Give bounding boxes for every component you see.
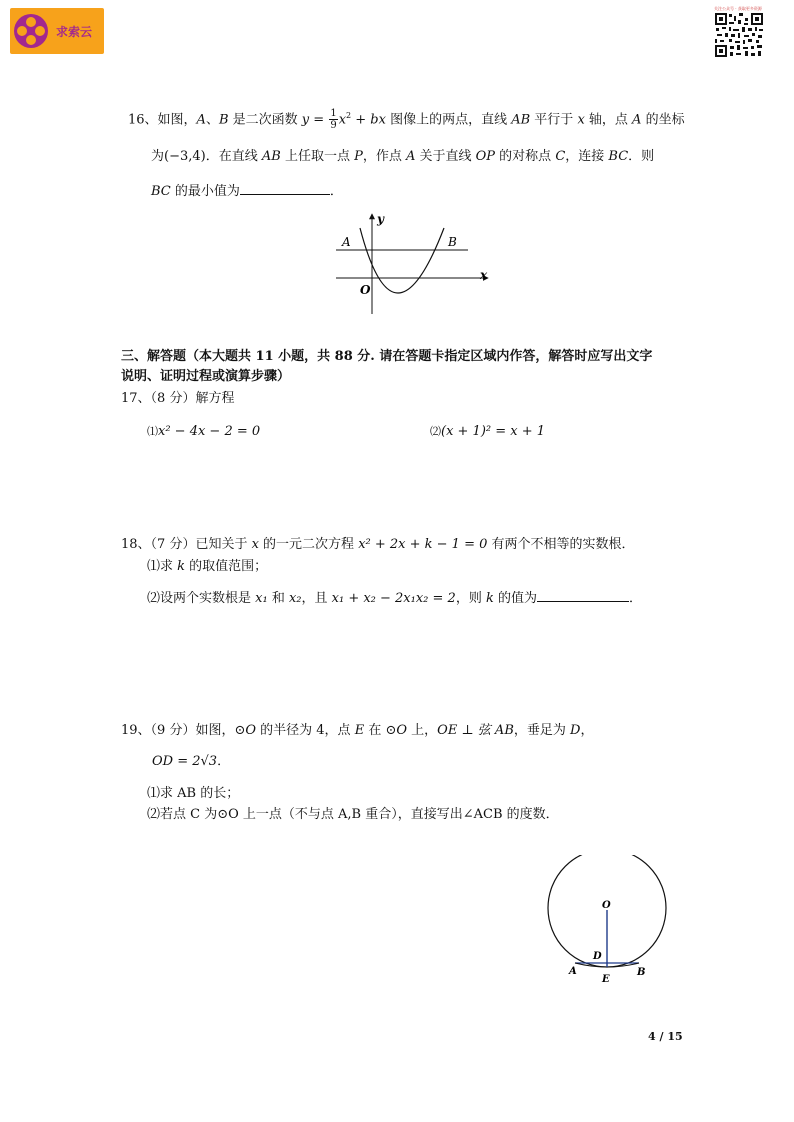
text: ．则 <box>628 149 655 164</box>
q17-part-2 <box>430 422 545 442</box>
perpendicular-statement: OE ⊥ 弦 AB <box>437 723 514 738</box>
var: E <box>354 723 365 738</box>
circle-o: ⊙O <box>234 723 257 738</box>
text: ，垂足为 <box>513 723 571 738</box>
fraction <box>329 108 337 131</box>
text: 在 <box>364 723 386 738</box>
text: 的坐标 <box>641 112 685 128</box>
circle-o: ⊙O <box>385 723 408 738</box>
text: ， <box>580 723 594 738</box>
equation: x² − 4x − 2 = 0 <box>158 424 261 439</box>
text: ，连接 <box>565 149 609 164</box>
label-o: O <box>360 283 371 297</box>
q16-line-1 <box>128 106 685 131</box>
logo <box>10 8 104 54</box>
equation: (x + 1)² = x + 1 <box>441 424 546 439</box>
text: ，且 <box>301 591 332 606</box>
q16-line-2 <box>151 147 654 167</box>
text: 的一元二次方程 <box>258 537 359 552</box>
text: 、 <box>205 112 219 128</box>
part-label: ⑴ <box>147 425 158 438</box>
text: ，则 <box>455 591 486 606</box>
text: 上， <box>407 723 438 738</box>
text: 16、如图， <box>128 112 197 128</box>
label-d: D <box>593 951 602 962</box>
var: AB <box>511 112 531 128</box>
text: 的最小值为 <box>170 184 240 199</box>
text: ⑴求 <box>147 559 178 574</box>
q18-part-2 <box>147 587 642 609</box>
var: x₂ <box>288 591 302 606</box>
label-o: O <box>602 900 611 911</box>
text: 轴，点 <box>584 112 633 128</box>
var: k <box>177 559 186 574</box>
q19-line-2 <box>152 752 230 772</box>
text: 19、（9 分）如图， <box>121 723 235 738</box>
text: 上任取一点 <box>280 149 355 164</box>
q16-parabola-graph <box>330 210 495 320</box>
q19-part-1: ⑴求 AB 的长； <box>147 786 240 801</box>
label-b: B <box>448 235 457 249</box>
text: ，作点 <box>362 149 406 164</box>
label-a: A <box>569 966 577 977</box>
var: BC <box>608 149 629 164</box>
formula-plus: + <box>351 112 371 128</box>
text: 的半径为 4，点 <box>256 723 355 738</box>
q18-part-1 <box>147 557 267 577</box>
part-label: ⑵ <box>430 425 441 438</box>
label-y: y <box>377 212 384 226</box>
var: A <box>196 112 206 128</box>
text: 关于直线 <box>415 149 476 164</box>
formula-y: y <box>301 112 310 128</box>
page-number: 4 / 15 <box>648 1030 683 1043</box>
var: x <box>251 537 259 552</box>
qr-code-icon <box>714 12 764 58</box>
label-x: x <box>480 268 488 282</box>
var: A <box>632 112 642 128</box>
formula-eq: = <box>309 112 329 128</box>
var: OP <box>475 149 496 164</box>
text: ． <box>629 591 643 606</box>
answer-blank <box>240 180 330 195</box>
text: 的值为 <box>493 591 537 606</box>
text: 图像上的两点，直线 <box>385 112 512 128</box>
section-3-heading-line-1: 三、解答题（本大题共 11 小题，共 88 分. 请在答题卡指定区域内作答，解答时应写出文字 <box>121 349 653 364</box>
var: x₁ <box>255 591 268 606</box>
fraction-denominator: 9 <box>330 120 337 132</box>
text: ． <box>329 184 343 199</box>
text: 平行于 <box>530 112 578 128</box>
label-b: B <box>637 967 646 978</box>
text: 和 <box>267 591 289 606</box>
var: P <box>354 149 363 164</box>
q17-title: 17、（8 分）解方程 <box>121 391 235 406</box>
text: 有两个不相等的实数根． <box>487 537 635 552</box>
formula-x: x <box>338 112 347 128</box>
formula-bx: bx <box>370 112 386 128</box>
text: 18、（7 分）已知关于 <box>121 537 252 552</box>
label-e: E <box>602 974 610 985</box>
var: D <box>570 723 581 738</box>
logo-icon <box>14 14 48 48</box>
var: AB <box>261 149 281 164</box>
coordinate: (−3,4) <box>164 149 206 164</box>
var: x <box>577 112 585 128</box>
qr-block <box>714 6 764 62</box>
text: ．在直线 <box>205 149 262 164</box>
q17-part-1 <box>147 422 260 442</box>
q19-line-1 <box>121 721 593 741</box>
equation: OD = 2√3 <box>152 754 218 769</box>
answer-blank <box>537 587 629 602</box>
q18-line-1 <box>121 535 635 555</box>
q19-circle-diagram <box>545 855 670 990</box>
fraction-numerator: 1 <box>330 108 337 120</box>
text: 的对称点 <box>495 149 556 164</box>
var: B <box>218 112 229 128</box>
equation: x₁ + x₂ − 2x₁x₂ = 2 <box>331 591 456 606</box>
text: ． <box>217 754 231 769</box>
parabola-curve <box>360 228 444 293</box>
q16-line-3 <box>151 180 343 202</box>
logo-text: 求索云 <box>56 24 93 39</box>
q19-part-2: ⑵若点 C 为⊙O 上一点（不与点 A,B 重合），直接写出∠ACB 的度数． <box>147 807 559 822</box>
text: ⑵设两个实数根是 <box>147 591 256 606</box>
text: 为 <box>151 149 165 164</box>
equation: x² + 2x + k − 1 = 0 <box>358 537 488 552</box>
qr-caption: 关注公众号 · 获取更多资源 <box>714 6 762 11</box>
formula-exponent: 2 <box>346 111 352 120</box>
section-3-heading-line-2: 说明、证明过程或演算步骤） <box>121 369 291 384</box>
var: BC <box>151 184 171 199</box>
var: k <box>485 591 494 606</box>
var: A <box>405 149 416 164</box>
text: 的取值范围； <box>185 559 268 574</box>
var: C <box>555 149 566 164</box>
label-a: A <box>342 235 351 249</box>
text: 是二次函数 <box>228 112 302 128</box>
